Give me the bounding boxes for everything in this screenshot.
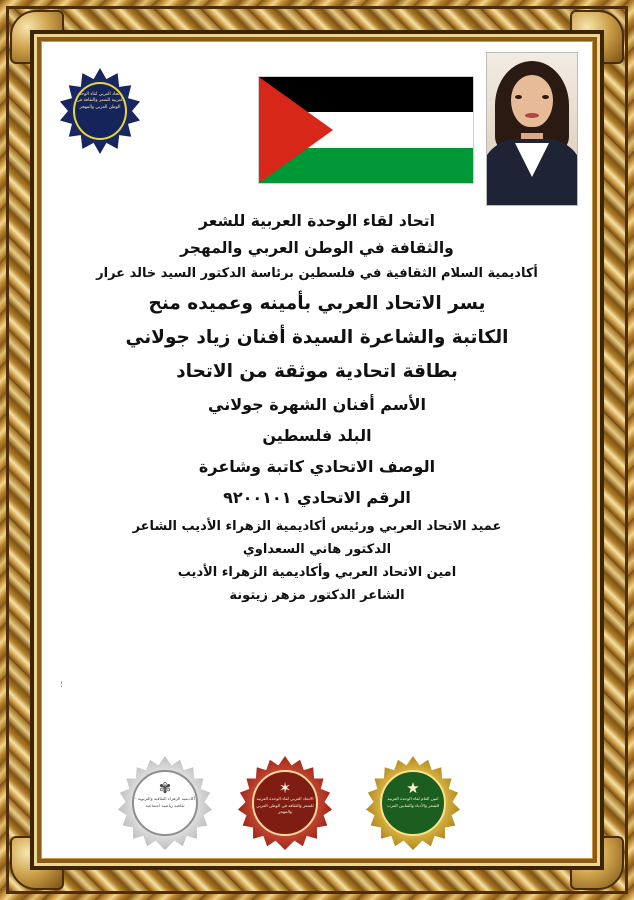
portrait-face	[511, 75, 553, 127]
field-description: الوصف الاتحادي كاتبة وشاعرة	[198, 457, 436, 476]
seal-red-union-icon	[238, 756, 332, 850]
seal-green-emblem-icon: ★	[406, 779, 420, 798]
seal-inner-text: الاتحاد العربي لقاء الوحدة العربية للشعر والثقافة في الوطن العربي والمهجر	[73, 82, 127, 140]
signature-line-1: عميد الاتحاد العربي ورئيس أكاديمية الزهراء الأديب الشاعر	[132, 519, 502, 534]
award-intro-line-3: بطاقة اتحادية موثقة من الاتحاد	[176, 361, 458, 382]
certificate-body	[56, 210, 578, 748]
seal-green-union-icon	[366, 756, 460, 850]
bottom-seals-row	[56, 748, 578, 852]
title-line-1: اتحاد لقاء الوحدة العربية للشعر	[199, 212, 435, 230]
award-intro-line-1: يسر الاتحاد العربي بأمينه وعميده منح	[148, 293, 486, 314]
seal-green-union-text	[380, 770, 446, 836]
signature-line-2: الدكتور هاني السعداوي	[242, 542, 392, 557]
certificate-header	[56, 50, 578, 210]
signature-line-3: امين الاتحاد العربي وأكاديمية الزهراء الأديب	[177, 565, 457, 580]
seal-zahraa-emblem-icon: ✾	[158, 779, 172, 798]
certificate-sheet	[42, 42, 592, 858]
seal-zahraa-academy-icon	[118, 756, 212, 850]
portrait-lips	[525, 113, 539, 118]
award-intro-line-2: الكاتبة والشاعرة السيدة أفنان زياد جولاني	[125, 327, 509, 348]
subtitle: أكاديمية السلام الثقافية في فلسطين برئاسة الدكتور السيد خالد عرار	[96, 266, 538, 281]
seal-red-union-text	[252, 770, 318, 836]
seal-red-emblem-icon: ✶	[278, 779, 292, 798]
field-country: البلد فلسطين	[262, 426, 372, 445]
seal-red-union-caption: الاتحاد العربي لقاء الوحدة العربية للشعر والثقافة في الوطن العربي والمهجر	[256, 796, 314, 815]
field-member-number: الرقم الاتحادي ٩٢٠٠١٠١	[223, 488, 411, 507]
field-name: الأسم أفنان الشهرة جولاني	[208, 395, 426, 414]
seal-green-union-caption: امين العام لقاء الوحدة العربية للشعر والأدباء والفنانين العرب	[386, 796, 439, 808]
portrait-photo	[486, 52, 578, 206]
portrait-eye-right	[542, 95, 549, 99]
seal-zahraa-academy-caption: أكاديمية الزهراء الثقافية والتربوية - ثقافية رياضية اجتماعية	[134, 796, 195, 808]
side-mark: ؛	[60, 680, 63, 690]
signature-line-4: الشاعر الدكتور مزهر زيتونة	[229, 588, 405, 603]
title-line-2: والثقافة في الوطن العربي والمهجر	[180, 239, 454, 257]
union-star-seal-icon	[60, 68, 140, 154]
palestine-flag-icon	[258, 76, 474, 184]
seal-zahraa-academy-text	[132, 770, 198, 836]
portrait-eye-left	[515, 95, 522, 99]
